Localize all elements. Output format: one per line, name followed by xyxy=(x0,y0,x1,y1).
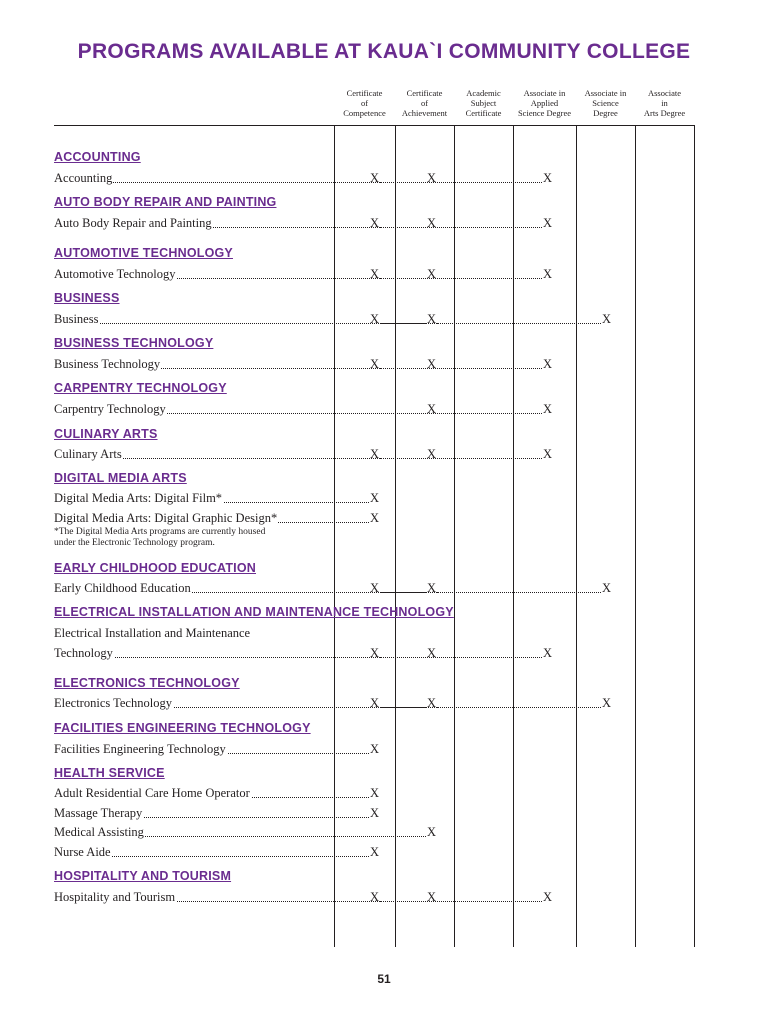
program-availability-mark: X xyxy=(543,216,553,230)
section-heading: CARPENTRY TECHNOLOGY xyxy=(54,381,227,395)
section-heading: ELECTRICAL INSTALLATION AND MAINTENANCE TECHNOLOGY xyxy=(54,605,454,619)
program-availability-mark: X xyxy=(370,171,380,185)
program-availability-mark: X xyxy=(543,402,553,416)
program-availability-mark: X xyxy=(602,696,612,710)
program-row xyxy=(54,581,601,596)
footnote-line: *The Digital Media Arts programs are currently housed xyxy=(54,527,266,537)
column-rule xyxy=(395,125,396,947)
column-rule xyxy=(334,125,335,947)
program-availability-mark: X xyxy=(370,312,380,326)
program-availability-mark: X xyxy=(543,447,553,461)
program-name: Medical Assisting xyxy=(54,825,144,839)
program-availability-mark: X xyxy=(543,267,553,281)
column-header-line: Subject xyxy=(470,98,497,108)
program-availability-mark: X xyxy=(427,825,437,839)
table-top-rule xyxy=(54,125,694,126)
program-name: Automotive Technology xyxy=(54,267,176,281)
program-availability-mark: X xyxy=(427,267,437,281)
program-availability-mark: X xyxy=(543,646,553,660)
program-name: Adult Residential Care Home Operator xyxy=(54,786,250,800)
program-row xyxy=(54,447,542,462)
program-row xyxy=(54,825,426,840)
program-name: Digital Media Arts: Digital Film* xyxy=(54,491,223,505)
column-header-line: of xyxy=(360,98,369,108)
program-row xyxy=(54,786,369,801)
program-availability-mark: X xyxy=(427,581,437,595)
program-row xyxy=(54,357,542,372)
program-name: Nurse Aide xyxy=(54,845,111,859)
column-header-line: Certificate xyxy=(465,108,502,118)
column-header-line: in xyxy=(661,98,668,108)
program-availability-mark: X xyxy=(427,402,437,416)
program-availability-mark: X xyxy=(543,171,553,185)
program-availability-mark: X xyxy=(370,696,380,710)
section-heading: EARLY CHILDHOOD EDUCATION xyxy=(54,561,257,575)
program-row xyxy=(54,216,542,231)
program-row xyxy=(54,696,601,711)
column-header-line: of xyxy=(420,98,429,108)
dot-leader xyxy=(54,323,601,324)
program-availability-mark: X xyxy=(427,696,437,710)
program-availability-mark: X xyxy=(370,267,380,281)
section-heading: AUTOMOTIVE TECHNOLOGY xyxy=(54,246,233,260)
program-availability-mark: X xyxy=(427,890,437,904)
column-header-line: Science xyxy=(592,98,619,108)
section-heading: BUSINESS TECHNOLOGY xyxy=(54,336,214,350)
program-row xyxy=(54,171,542,186)
program-availability-mark: X xyxy=(543,890,553,904)
column-header xyxy=(573,88,638,118)
column-header-line: Academic xyxy=(466,88,501,98)
program-availability-mark: X xyxy=(427,216,437,230)
program-row xyxy=(54,312,601,327)
section-heading: BUSINESS xyxy=(54,291,120,305)
program-name: Culinary Arts xyxy=(54,447,122,461)
program-availability-mark: X xyxy=(370,786,380,800)
program-row xyxy=(54,491,369,506)
program-availability-mark: X xyxy=(427,171,437,185)
column-header xyxy=(632,88,697,118)
program-availability-mark: X xyxy=(602,581,612,595)
column-header-line: Science Degree xyxy=(517,108,572,118)
column-header-line: Certificate xyxy=(346,88,383,98)
section-heading: HOSPITALITY AND TOURISM xyxy=(54,869,232,883)
program-availability-mark: X xyxy=(370,890,380,904)
program-name: Technology xyxy=(54,646,113,660)
page-title: PROGRAMS AVAILABLE AT KAUA`I COMMUNITY COLLEGE xyxy=(77,40,691,63)
column-rule xyxy=(576,125,577,947)
program-name: Business xyxy=(54,312,99,326)
column-header-line: Degree xyxy=(593,108,618,118)
program-availability-mark: X xyxy=(427,646,437,660)
column-header-line: Competence xyxy=(343,108,386,118)
program-row xyxy=(54,742,369,757)
column-header xyxy=(392,88,457,118)
page-number: 51 xyxy=(377,972,391,986)
program-name: Carpentry Technology xyxy=(54,402,166,416)
section-heading: DIGITAL MEDIA ARTS xyxy=(54,471,187,485)
program-availability-mark: X xyxy=(370,845,380,859)
program-name: Business Technology xyxy=(54,357,161,371)
column-header-line: Certificate xyxy=(406,88,443,98)
column-header xyxy=(331,88,398,118)
program-name: Early Childhood Education xyxy=(54,581,191,595)
program-name: Electronics Technology xyxy=(54,696,172,710)
column-header-line: Applied xyxy=(530,98,559,108)
section-heading: CULINARY ARTS xyxy=(54,427,158,441)
dot-leader xyxy=(54,182,542,183)
program-availability-mark: X xyxy=(370,646,380,660)
program-name: Digital Media Arts: Digital Graphic Design* xyxy=(54,511,278,525)
program-name: Massage Therapy xyxy=(54,806,143,820)
section-heading: AUTO BODY REPAIR AND PAINTING xyxy=(54,195,277,209)
program-name: Facilities Engineering Technology xyxy=(54,742,226,756)
program-name: Auto Body Repair and Painting xyxy=(54,216,212,230)
footnote xyxy=(54,527,265,549)
column-rule xyxy=(513,125,514,947)
program-availability-mark: X xyxy=(370,511,380,525)
section-heading: FACILITIES ENGINEERING TECHNOLOGY xyxy=(54,721,311,735)
program-row xyxy=(54,267,542,282)
program-availability-mark: X xyxy=(370,216,380,230)
program-row xyxy=(54,511,369,526)
column-header-line: Arts Degree xyxy=(643,108,686,118)
section-heading: ACCOUNTING xyxy=(54,150,141,164)
program-row xyxy=(54,806,369,821)
program-availability-mark: X xyxy=(427,357,437,371)
column-rule xyxy=(694,125,695,947)
program-availability-mark: X xyxy=(602,312,612,326)
column-header xyxy=(510,88,579,118)
program-availability-mark: X xyxy=(370,806,380,820)
dot-leader xyxy=(54,458,542,459)
program-name: Accounting xyxy=(54,171,113,185)
section-heading: HEALTH SERVICE xyxy=(54,766,165,780)
column-header xyxy=(451,88,516,118)
program-name-line: Electrical Installation and Maintenance xyxy=(54,626,251,640)
program-availability-mark: X xyxy=(543,357,553,371)
dot-leader xyxy=(54,657,542,658)
column-header-line: Associate xyxy=(647,88,682,98)
program-row xyxy=(54,890,542,905)
program-availability-mark: X xyxy=(370,581,380,595)
program-availability-mark: X xyxy=(370,357,380,371)
program-row xyxy=(54,646,542,661)
program-row xyxy=(54,402,542,417)
column-header-line: Associate in xyxy=(523,88,566,98)
program-availability-mark: X xyxy=(370,742,380,756)
section-heading: ELECTRONICS TECHNOLOGY xyxy=(54,676,240,690)
program-row xyxy=(54,845,369,860)
column-header-line: Achievement xyxy=(401,108,448,118)
program-availability-mark: X xyxy=(370,447,380,461)
column-header-line: Associate in xyxy=(584,88,627,98)
column-rule xyxy=(454,125,455,947)
program-availability-mark: X xyxy=(427,447,437,461)
footnote-line: under the Electronic Technology program. xyxy=(54,538,215,548)
column-rule xyxy=(635,125,636,947)
program-availability-mark: X xyxy=(370,491,380,505)
program-availability-mark: X xyxy=(427,312,437,326)
program-name: Hospitality and Tourism xyxy=(54,890,176,904)
